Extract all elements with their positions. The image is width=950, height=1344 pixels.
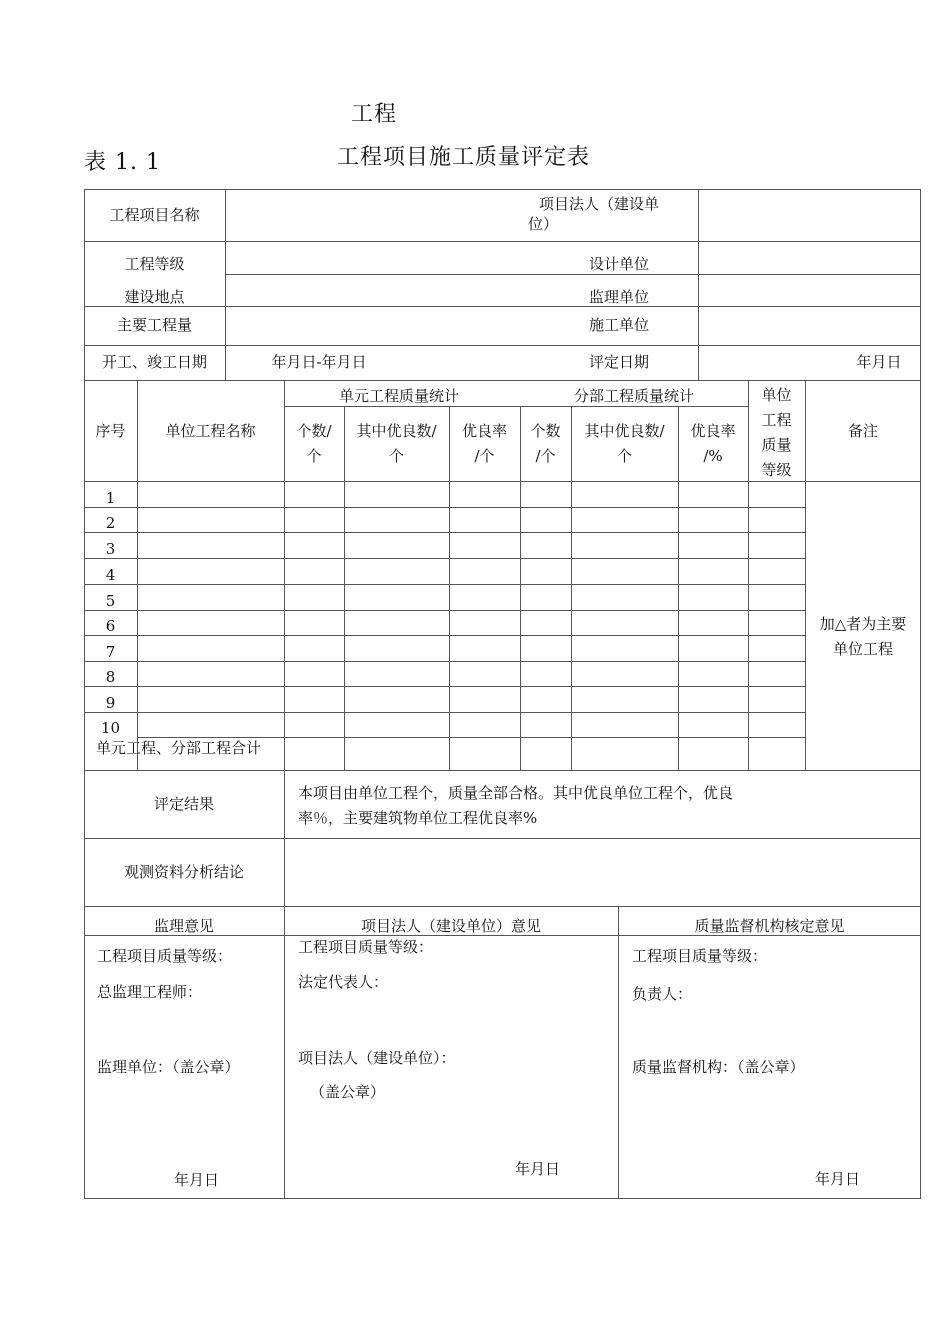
result-text: [298, 781, 898, 831]
part-count-header-line1: 个数: [530, 422, 561, 440]
count-header: [284, 419, 344, 469]
agency-responsible-person: 负责人：: [632, 985, 693, 1003]
row-number: 8: [105, 668, 116, 686]
supervision-unit-seal: 监理单位：（盖公章）: [97, 1058, 240, 1076]
unit-grade-header-line2: 工程: [761, 411, 792, 429]
dates-value: 年月日-年月日: [271, 353, 367, 371]
part-count-header: [520, 419, 571, 469]
row-number: 4: [105, 566, 116, 584]
row-number: 6: [105, 617, 116, 635]
unit-grade-header: [748, 383, 805, 483]
agency-grade: 工程项目质量等级：: [632, 947, 768, 965]
count-header-line2: 个: [306, 447, 322, 465]
unit-grade-header-line4: 等级: [761, 461, 792, 479]
total-row-label: 单元工程、分部工程合计: [96, 739, 262, 757]
part-rate-header: [678, 419, 748, 469]
part-rate-header-line2: /%: [703, 447, 723, 465]
quality-evaluation-table: [84, 189, 921, 1199]
location-label: 建设地点: [124, 288, 185, 306]
count-header-line1: 个数/: [296, 422, 332, 440]
good-header-line1: 其中优良数/: [356, 422, 437, 440]
legal-seal: （盖公章）: [310, 1083, 386, 1101]
good-header-line2: 个: [388, 447, 404, 465]
part-good-header: [571, 419, 678, 469]
rate-header-line1: 优良率: [461, 422, 507, 440]
table-number: 表 1. 1: [84, 150, 161, 175]
supervision-unit-label: 监理单位: [588, 288, 649, 306]
row-number: 7: [105, 643, 116, 661]
part-good-header-line1: 其中优良数/: [584, 422, 665, 440]
agency-opinion-title: 质量监督机构核定意见: [694, 917, 845, 935]
project-heading: 工程: [351, 102, 398, 127]
legal-date: 年月日: [515, 1160, 561, 1178]
row-number: 10: [100, 719, 121, 737]
legal-person-label-line2: 位）: [528, 215, 559, 233]
rate-header-line2: /个: [474, 447, 495, 465]
row-number: 3: [105, 540, 116, 558]
result-text-line1: 本项目由单位工程个，质量全部合格。其中优良单位工程个，优良: [298, 784, 734, 802]
col-unit-name-header: 单位工程名称: [165, 422, 256, 440]
supervision-date: 年月日: [174, 1171, 220, 1189]
page-title: 工程项目施工质量评定表: [337, 145, 591, 170]
agency-date: 年月日: [815, 1170, 861, 1188]
result-label: 评定结果: [153, 795, 214, 813]
eval-date-label: 评定日期: [588, 353, 649, 371]
legal-grade: 工程项目质量等级：: [298, 938, 434, 956]
part-rate-header-line1: 优良率: [690, 422, 736, 440]
part-count-header-line2: /个: [535, 447, 556, 465]
good-header: [344, 419, 449, 469]
row-number: 2: [105, 514, 116, 532]
supervision-opinion-title: 监理意见: [153, 917, 214, 935]
eval-date-value: 年月日: [856, 353, 902, 371]
grade-label: 工程等级: [124, 255, 185, 273]
remark-header: 备注: [847, 422, 878, 440]
analysis-label: 观测资料分析结论: [123, 863, 244, 881]
legal-person-label: [514, 194, 684, 234]
design-unit-label: 设计单位: [588, 255, 649, 273]
part-good-header-line2: 个: [616, 447, 632, 465]
col-no-header: 序号: [95, 422, 126, 440]
supervision-chief-engineer: 总监理工程师：: [97, 983, 203, 1001]
supervision-grade: 工程项目质量等级：: [97, 947, 233, 965]
main-quantity-label: 主要工程量: [116, 316, 192, 334]
remark-note: [805, 612, 921, 662]
row-number: 9: [105, 694, 116, 712]
legal-opinion-title: 项目法人（建设单位）意见: [360, 917, 541, 935]
row-number: 1: [105, 489, 116, 507]
rate-header: [449, 419, 520, 469]
agency-org-seal: 质量监督机构：（盖公章）: [632, 1058, 805, 1076]
unit-grade-header-line3: 质量: [761, 436, 792, 454]
legal-unit: 项目法人（建设单位）：: [298, 1049, 456, 1067]
project-name-label: 工程项目名称: [109, 206, 200, 224]
row-number: 5: [105, 592, 116, 610]
unit-grade-header-line1: 单位: [761, 386, 792, 404]
legal-representative: 法定代表人：: [298, 973, 389, 991]
remark-note-line2: 单位工程: [832, 640, 893, 658]
group-part-header: 分部工程质量统计: [573, 387, 694, 405]
legal-person-label-line1: 项目法人（建设单: [538, 195, 659, 213]
result-text-line2: 率％，主要建筑物单位工程优良率%: [298, 809, 538, 827]
construction-unit-label: 施工单位: [588, 316, 649, 334]
dates-label: 开工、竣工日期: [101, 353, 207, 371]
group-unit-header: 单元工程质量统计: [338, 387, 459, 405]
remark-note-line1: 加△者为主要: [819, 615, 907, 633]
